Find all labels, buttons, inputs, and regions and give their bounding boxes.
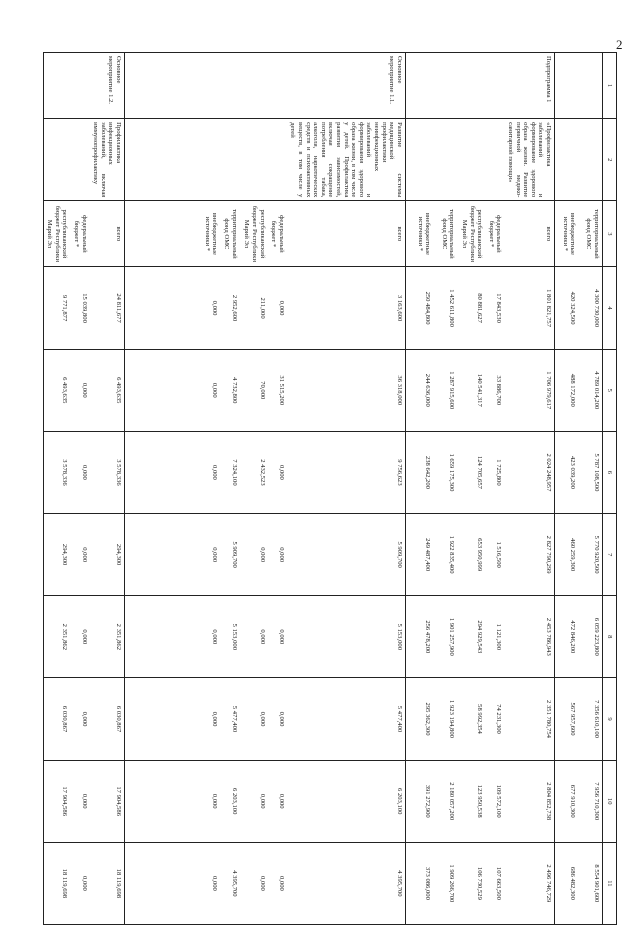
value-cell: 488 172,000	[555, 349, 579, 431]
value-cell: 3 578,336	[90, 431, 125, 513]
funding-source-cell: всего	[90, 201, 125, 267]
value-cell: 2 351,862	[90, 596, 125, 678]
value-cell: 2 827 790,299	[504, 514, 554, 596]
value-cell: 420 324,500	[555, 267, 579, 349]
column-header: 8	[603, 596, 617, 678]
column-header: 9	[603, 678, 617, 760]
funding-source-cell: территориальный фонд ОМС	[220, 201, 239, 267]
value-cell: 1 659 175,300	[433, 431, 457, 513]
table-row	[220, 53, 239, 925]
funding-source-cell: федеральный бюджет *	[268, 201, 287, 267]
value-cell: 0,000	[240, 678, 268, 760]
column-header: 10	[603, 760, 617, 842]
funding-source-cell: федеральный бюджет *	[70, 201, 89, 267]
value-cell: 2 024 248,957	[504, 431, 554, 513]
value-cell: 0,000	[124, 431, 220, 513]
table-row	[240, 53, 268, 925]
column-header: 2	[603, 119, 617, 201]
funding-source-cell: федеральный бюджет *	[485, 201, 504, 267]
activity-name-cell	[433, 119, 457, 201]
value-cell: 250 484,800	[405, 267, 433, 349]
table-row	[70, 53, 89, 925]
value-cell: 0,000	[268, 514, 287, 596]
value-cell: 0,000	[70, 596, 89, 678]
value-cell: 3 578,336	[43, 431, 70, 513]
value-cell: 4 395,700	[287, 842, 405, 924]
activity-name-cell	[457, 119, 485, 201]
value-cell: 373 086,000	[405, 842, 433, 924]
value-cell: 2 496 746,729	[504, 842, 554, 924]
value-cell: 3 163,600	[287, 267, 405, 349]
value-cell: 5 770 920,500	[579, 514, 603, 596]
funding-source-cell: территориальный фонд ОМС	[579, 201, 603, 267]
value-cell: 460 259,300	[555, 514, 579, 596]
value-cell: 2 180 057,200	[433, 760, 457, 842]
value-cell: 6 030,867	[90, 678, 125, 760]
value-cell: 0,000	[70, 431, 89, 513]
value-cell: 294 929,543	[457, 596, 485, 678]
value-cell: 0,000	[124, 514, 220, 596]
value-cell: 109 572,100	[485, 760, 504, 842]
value-cell: 0,000	[124, 842, 220, 924]
program-cell	[457, 53, 485, 119]
funding-source-cell: всего	[504, 201, 554, 267]
activity-name-cell	[555, 119, 579, 201]
value-cell: 1 909 266,700	[433, 842, 457, 924]
value-cell: 0,000	[124, 678, 220, 760]
value-cell: 0,000	[268, 842, 287, 924]
value-cell: 5 909,700	[220, 514, 239, 596]
table-row	[287, 53, 405, 925]
value-cell: 1 706 979,617	[504, 349, 554, 431]
value-cell: 80 881,627	[457, 267, 485, 349]
program-cell: Основное мероприятие 1.2.	[90, 53, 125, 119]
value-cell: 0,000	[240, 514, 268, 596]
value-cell: 0,000	[268, 267, 287, 349]
value-cell: 24 811,677	[90, 267, 125, 349]
table-row	[579, 53, 603, 925]
value-cell: 70,000	[240, 349, 268, 431]
value-cell: 5 477,400	[220, 678, 239, 760]
value-cell: 1 725,800	[485, 431, 504, 513]
value-cell: 256 478,200	[405, 596, 433, 678]
value-cell: 106 730,529	[457, 842, 485, 924]
program-cell	[405, 53, 433, 119]
value-cell: 6 030,867	[43, 678, 70, 760]
column-header: 11	[603, 842, 617, 924]
program-cell	[124, 53, 220, 119]
value-cell: 9 771,877	[43, 267, 70, 349]
value-cell: 36 318,000	[287, 349, 405, 431]
value-cell: 74 231,300	[485, 678, 504, 760]
program-cell	[70, 53, 89, 119]
value-cell: 294,300	[90, 514, 125, 596]
value-cell: 249 487,400	[405, 514, 433, 596]
program-cell: Основное мероприятие 1.1.	[287, 53, 405, 119]
column-header: 5	[603, 349, 617, 431]
value-cell: 567 957,600	[555, 678, 579, 760]
value-cell: 6 493,635	[43, 349, 70, 431]
value-cell: 0,000	[70, 678, 89, 760]
value-cell: 4 395,700	[220, 842, 239, 924]
activity-name-cell	[485, 119, 504, 201]
funding-source-cell: всего	[287, 201, 405, 267]
activity-name-cell	[240, 119, 268, 201]
value-cell: 238 642,200	[405, 431, 433, 513]
value-cell: 2 432,523	[240, 431, 268, 513]
value-cell: 140 541,317	[457, 349, 485, 431]
value-cell: 6 493,635	[90, 349, 125, 431]
program-cell	[268, 53, 287, 119]
value-cell: 123 950,538	[457, 760, 485, 842]
activity-name-cell	[124, 119, 220, 201]
budget-table	[43, 52, 617, 925]
funding-source-cell: республиканский бюджет Республики Марий Эл	[43, 201, 70, 267]
table-row	[268, 53, 287, 925]
program-cell	[220, 53, 239, 119]
column-header: 4	[603, 267, 617, 349]
table-header-row	[603, 53, 617, 925]
program-cell	[43, 53, 70, 119]
value-cell: 1 922 835,400	[433, 514, 457, 596]
value-cell: 0,000	[70, 514, 89, 596]
column-header: 6	[603, 431, 617, 513]
value-cell: 31 515,200	[268, 349, 287, 431]
activity-name-cell	[220, 119, 239, 201]
value-cell: 9 756,623	[287, 431, 405, 513]
table-row	[43, 53, 70, 925]
value-cell: 2 453 786,943	[504, 596, 554, 678]
value-cell: 686 482,300	[555, 842, 579, 924]
activity-name-cell: Развитие системы медицинской профилактики неинфекционных заболеваний и формирования здорового образа жизни, в том числе у детей. Профилактика развития зависимостей, включая сокращение потребления табака, алкоголя, наркотических средств и психоактивных веществ, в том числе у детей	[287, 119, 405, 201]
program-cell	[240, 53, 268, 119]
value-cell: 0,000	[124, 760, 220, 842]
table-row	[90, 53, 125, 925]
value-cell: 0,000	[240, 596, 268, 678]
value-cell: 0,000	[70, 349, 89, 431]
value-cell: 7 356 610,100	[579, 678, 603, 760]
value-cell: 472 846,200	[555, 596, 579, 678]
column-header: 7	[603, 514, 617, 596]
activity-name-cell	[268, 119, 287, 201]
funding-source-cell: республиканский бюджет Республики Марий Эл	[240, 201, 268, 267]
value-cell: 5 909,700	[287, 514, 405, 596]
value-cell: 6 203,100	[287, 760, 405, 842]
program-cell	[485, 53, 504, 119]
value-cell: 2 952,600	[220, 267, 239, 349]
program-cell: Подпрограмма 1	[504, 53, 554, 119]
activity-name-cell	[405, 119, 433, 201]
value-cell: 423 039,200	[555, 431, 579, 513]
value-cell: 1 923 194,800	[433, 678, 457, 760]
value-cell: 1 801 821,757	[504, 267, 554, 349]
value-cell: 0,000	[268, 596, 287, 678]
activity-name-cell	[70, 119, 89, 201]
value-cell: 1 452 611,800	[433, 267, 457, 349]
value-cell: 0,000	[268, 678, 287, 760]
value-cell: 18 119,698	[90, 842, 125, 924]
value-cell: 2 351 780,754	[504, 678, 554, 760]
table-row	[457, 53, 485, 925]
value-cell: 33 886,700	[485, 349, 504, 431]
value-cell: 6 203,100	[220, 760, 239, 842]
column-header: 1	[603, 53, 617, 119]
activity-name-cell	[579, 119, 603, 201]
activity-name-cell: Профилактика инфекционных заболеваний, включая иммунопрофилактику	[90, 119, 125, 201]
value-cell: 5 477,400	[287, 678, 405, 760]
value-cell: 0,000	[124, 596, 220, 678]
activity-name-cell: «Профилактика заболеваний и формирование здорового образа жизни. Развитие первичной медико-санитарной помощи»	[504, 119, 554, 201]
value-cell: 18 119,698	[43, 842, 70, 924]
funding-source-cell: внебюджетные источники *	[555, 201, 579, 267]
value-cell: 677 910,300	[555, 760, 579, 842]
value-cell: 15 039,800	[70, 267, 89, 349]
value-cell: 1 287 915,600	[433, 349, 457, 431]
value-cell: 295 362,300	[405, 678, 433, 760]
value-cell: 244 636,000	[405, 349, 433, 431]
value-cell: 5 787 108,500	[579, 431, 603, 513]
value-cell: 0,000	[240, 760, 268, 842]
value-cell: 0,000	[70, 760, 89, 842]
value-cell: 4 300 730,000	[579, 267, 603, 349]
program-cell	[555, 53, 579, 119]
value-cell: 391 272,900	[405, 760, 433, 842]
value-cell: 17 904,586	[90, 760, 125, 842]
value-cell: 7 956 710,300	[579, 760, 603, 842]
rotated-table-sheet	[46, 52, 617, 925]
value-cell: 0,000	[268, 431, 287, 513]
value-cell: 294,300	[43, 514, 70, 596]
value-cell: 17 904,586	[43, 760, 70, 842]
value-cell: 1 516,500	[485, 514, 504, 596]
value-cell: 0,000	[124, 267, 220, 349]
table-row	[555, 53, 579, 925]
value-cell: 107 663,500	[485, 842, 504, 924]
program-cell	[433, 53, 457, 119]
value-cell: 124 705,657	[457, 431, 485, 513]
value-cell: 2 804 852,738	[504, 760, 554, 842]
value-cell: 0,000	[240, 842, 268, 924]
program-cell	[579, 53, 603, 119]
value-cell: 4 732,800	[220, 349, 239, 431]
funding-source-cell: республиканский бюджет Республики Марий Эл	[457, 201, 485, 267]
value-cell: 7 324,100	[220, 431, 239, 513]
value-cell: 17 843,530	[485, 267, 504, 349]
value-cell: 0,000	[268, 760, 287, 842]
value-cell: 211,000	[240, 267, 268, 349]
value-cell: 2 351,862	[43, 596, 70, 678]
funding-source-cell: территориальный фонд ОМС	[433, 201, 457, 267]
activity-name-cell	[43, 119, 70, 201]
table-row	[485, 53, 504, 925]
value-cell: 8 554 901,600	[579, 842, 603, 924]
value-cell: 1 901 257,900	[433, 596, 457, 678]
page-number: 2	[616, 37, 623, 52]
table-row	[124, 53, 220, 925]
column-header: 3	[603, 201, 617, 267]
funding-source-cell: внебюджетные источники *	[124, 201, 220, 267]
value-cell: 653 950,999	[457, 514, 485, 596]
value-cell: 5 153,000	[220, 596, 239, 678]
value-cell: 5 153,000	[287, 596, 405, 678]
value-cell: 1 121,300	[485, 596, 504, 678]
table-row	[433, 53, 457, 925]
value-cell: 0,000	[124, 349, 220, 431]
table-body	[43, 53, 602, 925]
funding-source-cell: внебюджетные источники *	[405, 201, 433, 267]
table-row	[405, 53, 433, 925]
value-cell: 58 992,354	[457, 678, 485, 760]
value-cell: 6 059 223,800	[579, 596, 603, 678]
value-cell: 4 789 014,200	[579, 349, 603, 431]
value-cell: 0,000	[70, 842, 89, 924]
table-row	[504, 53, 554, 925]
